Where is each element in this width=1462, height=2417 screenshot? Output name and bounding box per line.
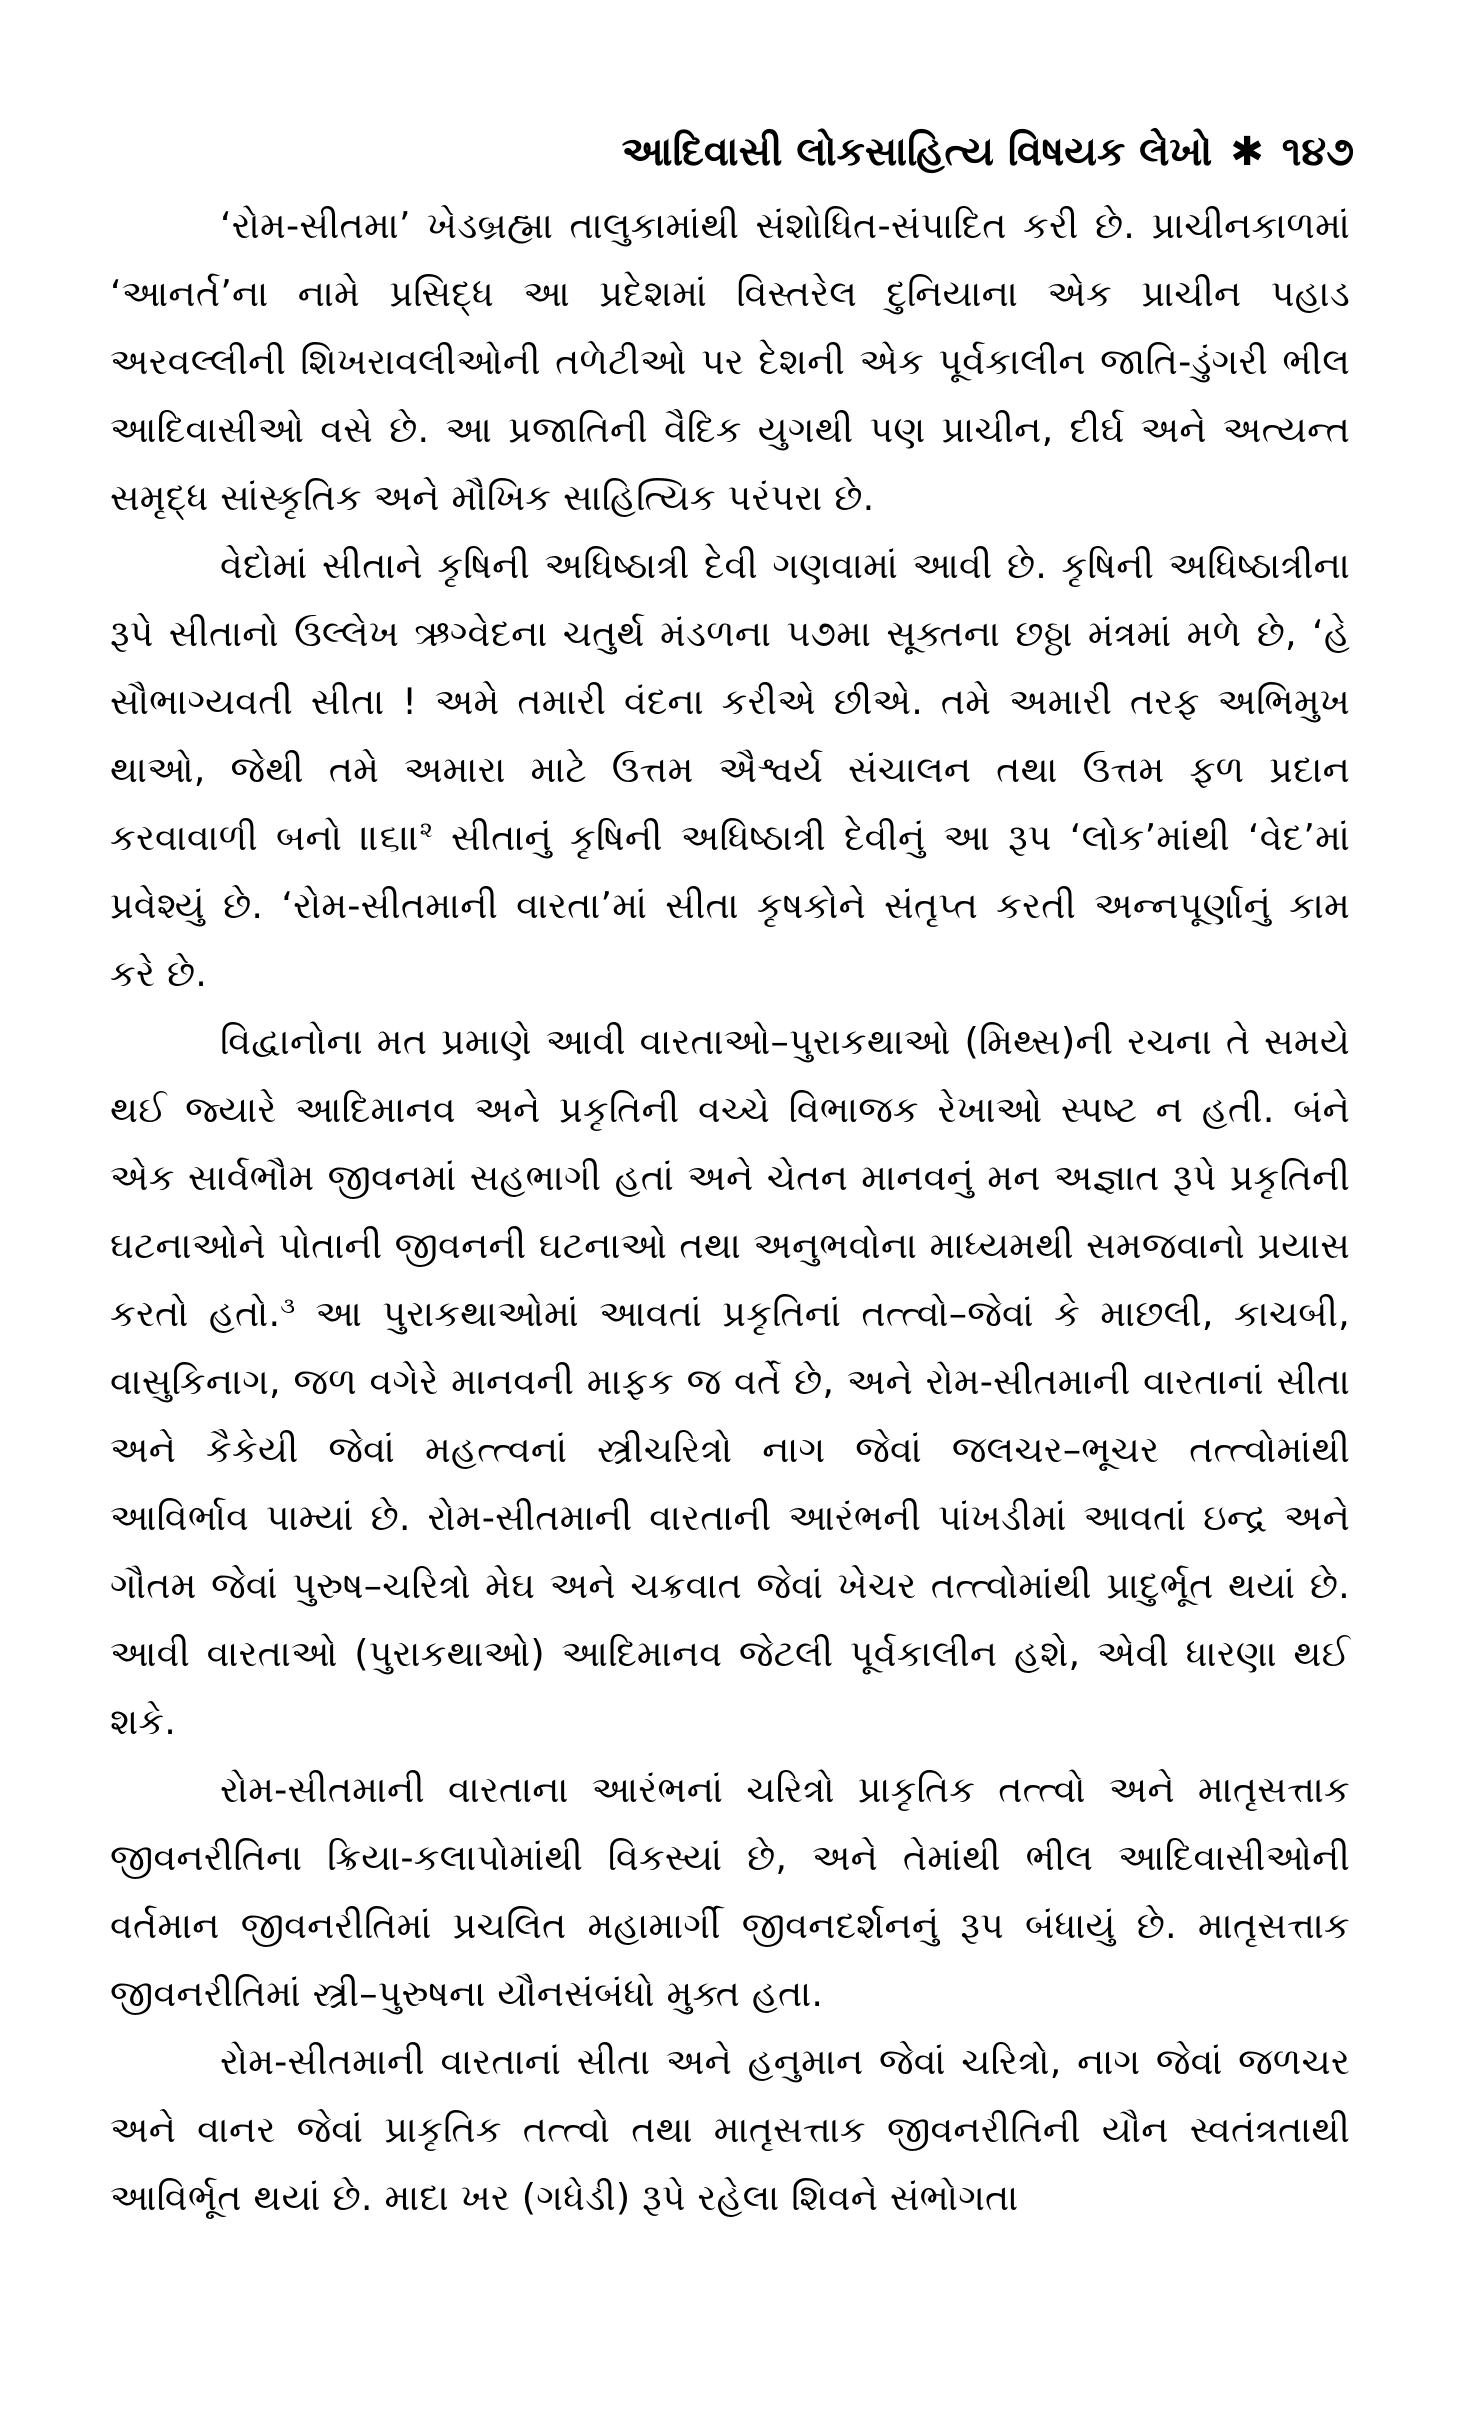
paragraph-matriarchal-life: રોમ-સીતમાની વારતાના આરંભનાં ચરિત્રો પ્રાકૃતિક તત્ત્વો અને માતૃસત્તાક જીવનરીતિના ક્રિયા-કલાપોમાંથી વિકસ્યાં છે, અને તેમાંથી ભીલ આદિવાસીઓની વર્તમાન જીવનરીતિમાં પ્રચલિત મહામાર્ગી જીવનદર્શનનું રૂપ બંધાયું છે. માતૃસત્તાક જીવનરીતિમાં સ્ત્રી–પુરુષના યૌનસંબંધો મુક્ત હતા. [110,1768,1350,2015]
body-text [110,192,1350,2232]
paragraph-text: વેદોમાં સીતાને કૃષિની અધિષ્ઠાત્રી દેવી ગણવામાં આવી છે. કૃષિની અધિષ્ઠાત્રીના રૂપે સીતાનો ઉલ્લેખ ઋગ્વેદના ચતુર્થ મંડળના ૫૭મા સૂક્તના છઠ્ઠા મંત્રમાં મળે છે, ‘હે સૌભાગ્યવતી સીતા ! અમે તમારી વંદના કરીએ છીએ. તમે અમારી તરફ અભિમુખ થાઓ, જેથી તમે અમારા માટે ઉત્તમ ઐશ્વર્ય સંચાલન તથા ઉત્તમ ફળ પ્રદાન કરવાવાળી બનો ॥૬॥ [110,544,1350,859]
paragraph-text: વિદ્વાનોના મત પ્રમાણે આવી વારતાઓ–પુરાકથાઓ (મિથ્સ)ની રચના તે સમયે થઈ જ્યારે આદિમાનવ અને પ્રકૃતિની વચ્ચે વિભાજક રેખાઓ સ્પષ્ટ ન હતી. બંને એક સાર્વભૌમ જીવનમાં સહભાગી હતાં અને ચેતન માનવનું મન અજ્ઞાત રૂપે પ્રકૃતિની ઘટનાઓને પોતાની જીવનની ઘટનાઓ તથા અનુભવોના માધ્યમથી સમજવાનો પ્રયાસ કરતો હતો. [110,1020,1350,1335]
paragraph-text: આ પુરાકથાઓમાં આવતાં પ્રકૃતિનાં તત્ત્વો–જેવાં કે માછલી, કાચબી, વાસુકિનાગ, જળ વગેરે માનવની માફક જ વર્તે છે, અને રોમ-સીતમાની વારતાનાં સીતા અને કૈકેયી જેવાં મહત્ત્વનાં સ્ત્રીચરિત્રો નાગ જેવાં જલચર–ભૂચર તત્ત્વોમાંથી આવિર્ભાવ પામ્યાં છે. રોમ-સીતમાની વારતાની આરંભની પાંખડીમાં આવતાં ઇન્દ્ર અને ગૌતમ જેવાં પુરુષ–ચરિત્રો મેઘ અને ચક્રવાત જેવાં ખેચર તત્ત્વોમાંથી પ્રાદુર્ભૂત થયાં છે. આવી વારતાઓ (પુરાકથાઓ) આદિમાનવ જેટલી પૂર્વકાલીન હશે, એવી ધારણા થઈ શકે. [110,1292,1350,1743]
paragraph-sita-vedas [110,532,1350,1008]
asterisk-separator: ✱ [1230,129,1264,175]
running-title: આદિવાસી લોકસાહિત્ય વિષયક લેખો [621,129,1213,175]
paragraph-rom-sitma-intro: ‘રોમ-સીતમા’ ખેડબ્રહ્મા તાલુકામાંથી સંશોધિત-સંપાદિત કરી છે. પ્રાચીનકાળમાં ‘આનર્ત’ના નામે પ્રસિદ્ધ આ પ્રદેશમાં વિસ્તરેલ દુનિયાના એક પ્રાચીન પહાડ અરવલ્લીની શિખરાવલીઓની તળેટીઓ પર દેશની એક પૂર્વકાલીન જાતિ-ડુંગરી ભીલ આદિવાસીઓ વસે છે. આ પ્રજાતિની વૈદિક યુગથી પણ પ્રાચીન, દીર્ઘ અને અત્યન્ત સમૃદ્ધ સાંસ્કૃતિક અને મૌખિક સાહિત્યિક પરંપરા છે. [110,204,1350,519]
running-header [621,129,1354,175]
paragraph-sita-hanuman: રોમ-સીતમાની વારતાનાં સીતા અને હનુમાન જેવાં ચરિત્રો, નાગ જેવાં જળચર અને વાનર જેવાં પ્રાકૃતિક તત્ત્વો તથા માતૃસત્તાક જીવનરીતિની યૌન સ્વતંત્રતાથી આવિર્ભૂત થયાં છે. માદા ખર (ગધેડી) રૂપે રહેલા શિવને સંભોગતા [110,2040,1350,2219]
page-number: ૧૪૭ [1281,129,1354,175]
paragraph-text: સીતાનું કૃષિની અધિષ્ઠાત્રી દેવીનું આ રૂપ ‘લોક’માંથી ‘વેદ’માં પ્રવેશ્યું છે. ‘રોમ-સીતમાની વારતા’માં સીતા કૃષકોને સંતૃપ્ત કરતી અન્નપૂર્ણાનું કામ કરે છે. [110,816,1350,995]
paragraph-myths-origin [110,1008,1350,1756]
footnote-marker: ૩ [280,1293,296,1319]
footnote-marker: ૨ [419,817,433,843]
